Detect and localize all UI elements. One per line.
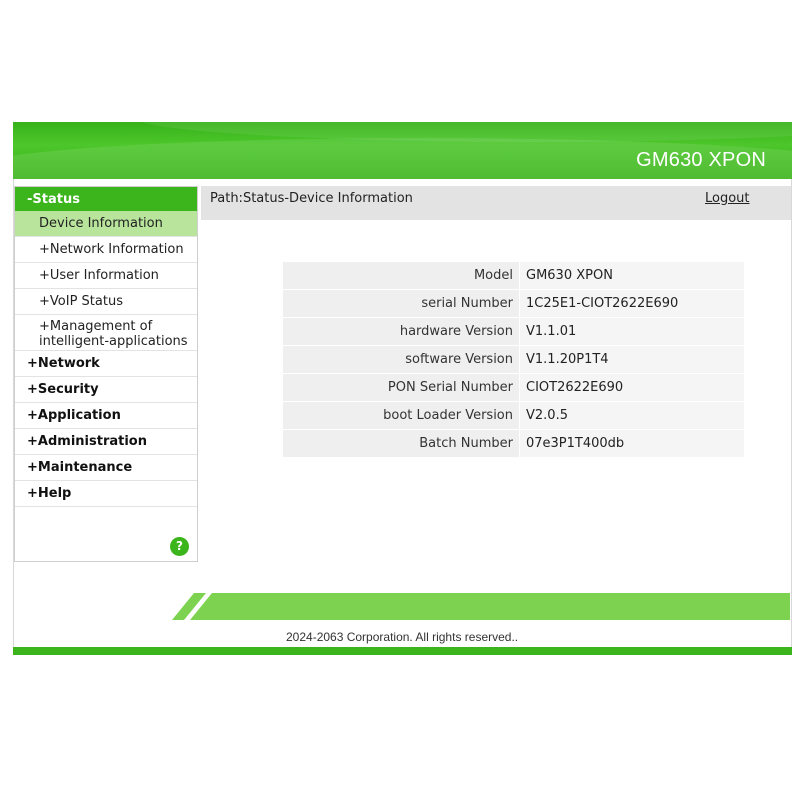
table-row bbox=[283, 402, 744, 430]
field-value: V1.1.20P1T4 bbox=[520, 346, 745, 374]
table-row bbox=[283, 346, 744, 374]
field-label: boot Loader Version bbox=[283, 402, 520, 430]
footer-bottom-bar bbox=[13, 647, 792, 655]
sidebar-item-network-information[interactable]: +Network Information bbox=[15, 237, 197, 263]
field-value: CIOT2622E690 bbox=[520, 374, 745, 402]
field-label: Model bbox=[283, 262, 520, 290]
sidebar-item-label: Administration bbox=[37, 434, 147, 449]
sidebar-item-device-information[interactable]: Device Information bbox=[15, 211, 197, 237]
sidebar-item-voip-status[interactable]: +VoIP Status bbox=[15, 289, 197, 315]
table-row bbox=[283, 290, 744, 318]
field-label: hardware Version bbox=[283, 318, 520, 346]
help-icon[interactable]: ? bbox=[170, 537, 189, 556]
expand-plus-icon: + bbox=[27, 382, 38, 397]
sidebar-item-label: Security bbox=[37, 382, 99, 397]
field-value: 1C25E1-CIOT2622E690 bbox=[520, 290, 745, 318]
header-banner bbox=[13, 122, 792, 179]
field-value: V1.1.01 bbox=[520, 318, 745, 346]
device-info-table bbox=[283, 262, 744, 458]
expand-plus-icon: + bbox=[27, 434, 38, 449]
sidebar-item-management-intelligent-applications[interactable]: +Management of intelligent-applications bbox=[15, 315, 197, 351]
field-label: serial Number bbox=[283, 290, 520, 318]
path-bar bbox=[201, 186, 791, 220]
sidebar-item-administration[interactable] bbox=[15, 429, 197, 455]
sidebar-item-user-information[interactable]: +User Information bbox=[15, 263, 197, 289]
expand-plus-icon: + bbox=[27, 356, 38, 371]
field-label: PON Serial Number bbox=[283, 374, 520, 402]
field-value: GM630 XPON bbox=[520, 262, 745, 290]
sidebar-menu bbox=[14, 186, 198, 562]
expand-plus-icon: + bbox=[27, 460, 38, 475]
table-row bbox=[283, 318, 744, 346]
sidebar-item-label: Network bbox=[37, 356, 100, 371]
sidebar-item-security[interactable] bbox=[15, 377, 197, 403]
sidebar-item-label: Application bbox=[37, 408, 121, 423]
table-row bbox=[283, 374, 744, 402]
device-title: GM630 XPON bbox=[636, 149, 766, 171]
table-row bbox=[283, 430, 744, 458]
sidebar-item-application[interactable] bbox=[15, 403, 197, 429]
expand-plus-icon: + bbox=[27, 408, 38, 423]
field-value: 07e3P1T400db bbox=[520, 430, 745, 458]
sidebar-item-maintenance[interactable] bbox=[15, 455, 197, 481]
sidebar-item-help[interactable] bbox=[15, 481, 197, 507]
sidebar-item-network[interactable] bbox=[15, 351, 197, 377]
copyright-text: 2024-2063 Corporation. All rights reserved.. bbox=[286, 630, 519, 644]
field-label: software Version bbox=[283, 346, 520, 374]
table-row bbox=[283, 262, 744, 290]
sidebar-item-label: Help bbox=[37, 486, 72, 501]
sidebar-section-status[interactable]: -Status bbox=[15, 187, 197, 211]
field-label: Batch Number bbox=[283, 430, 520, 458]
breadcrumb: Path:Status-Device Information bbox=[210, 191, 413, 206]
sidebar-item-label: Maintenance bbox=[37, 460, 133, 475]
banner-decoration bbox=[133, 122, 792, 142]
expand-plus-icon: + bbox=[27, 486, 38, 501]
footer-stripe bbox=[172, 593, 790, 620]
logout-link[interactable]: Logout bbox=[705, 191, 750, 206]
field-value: V2.0.5 bbox=[520, 402, 745, 430]
